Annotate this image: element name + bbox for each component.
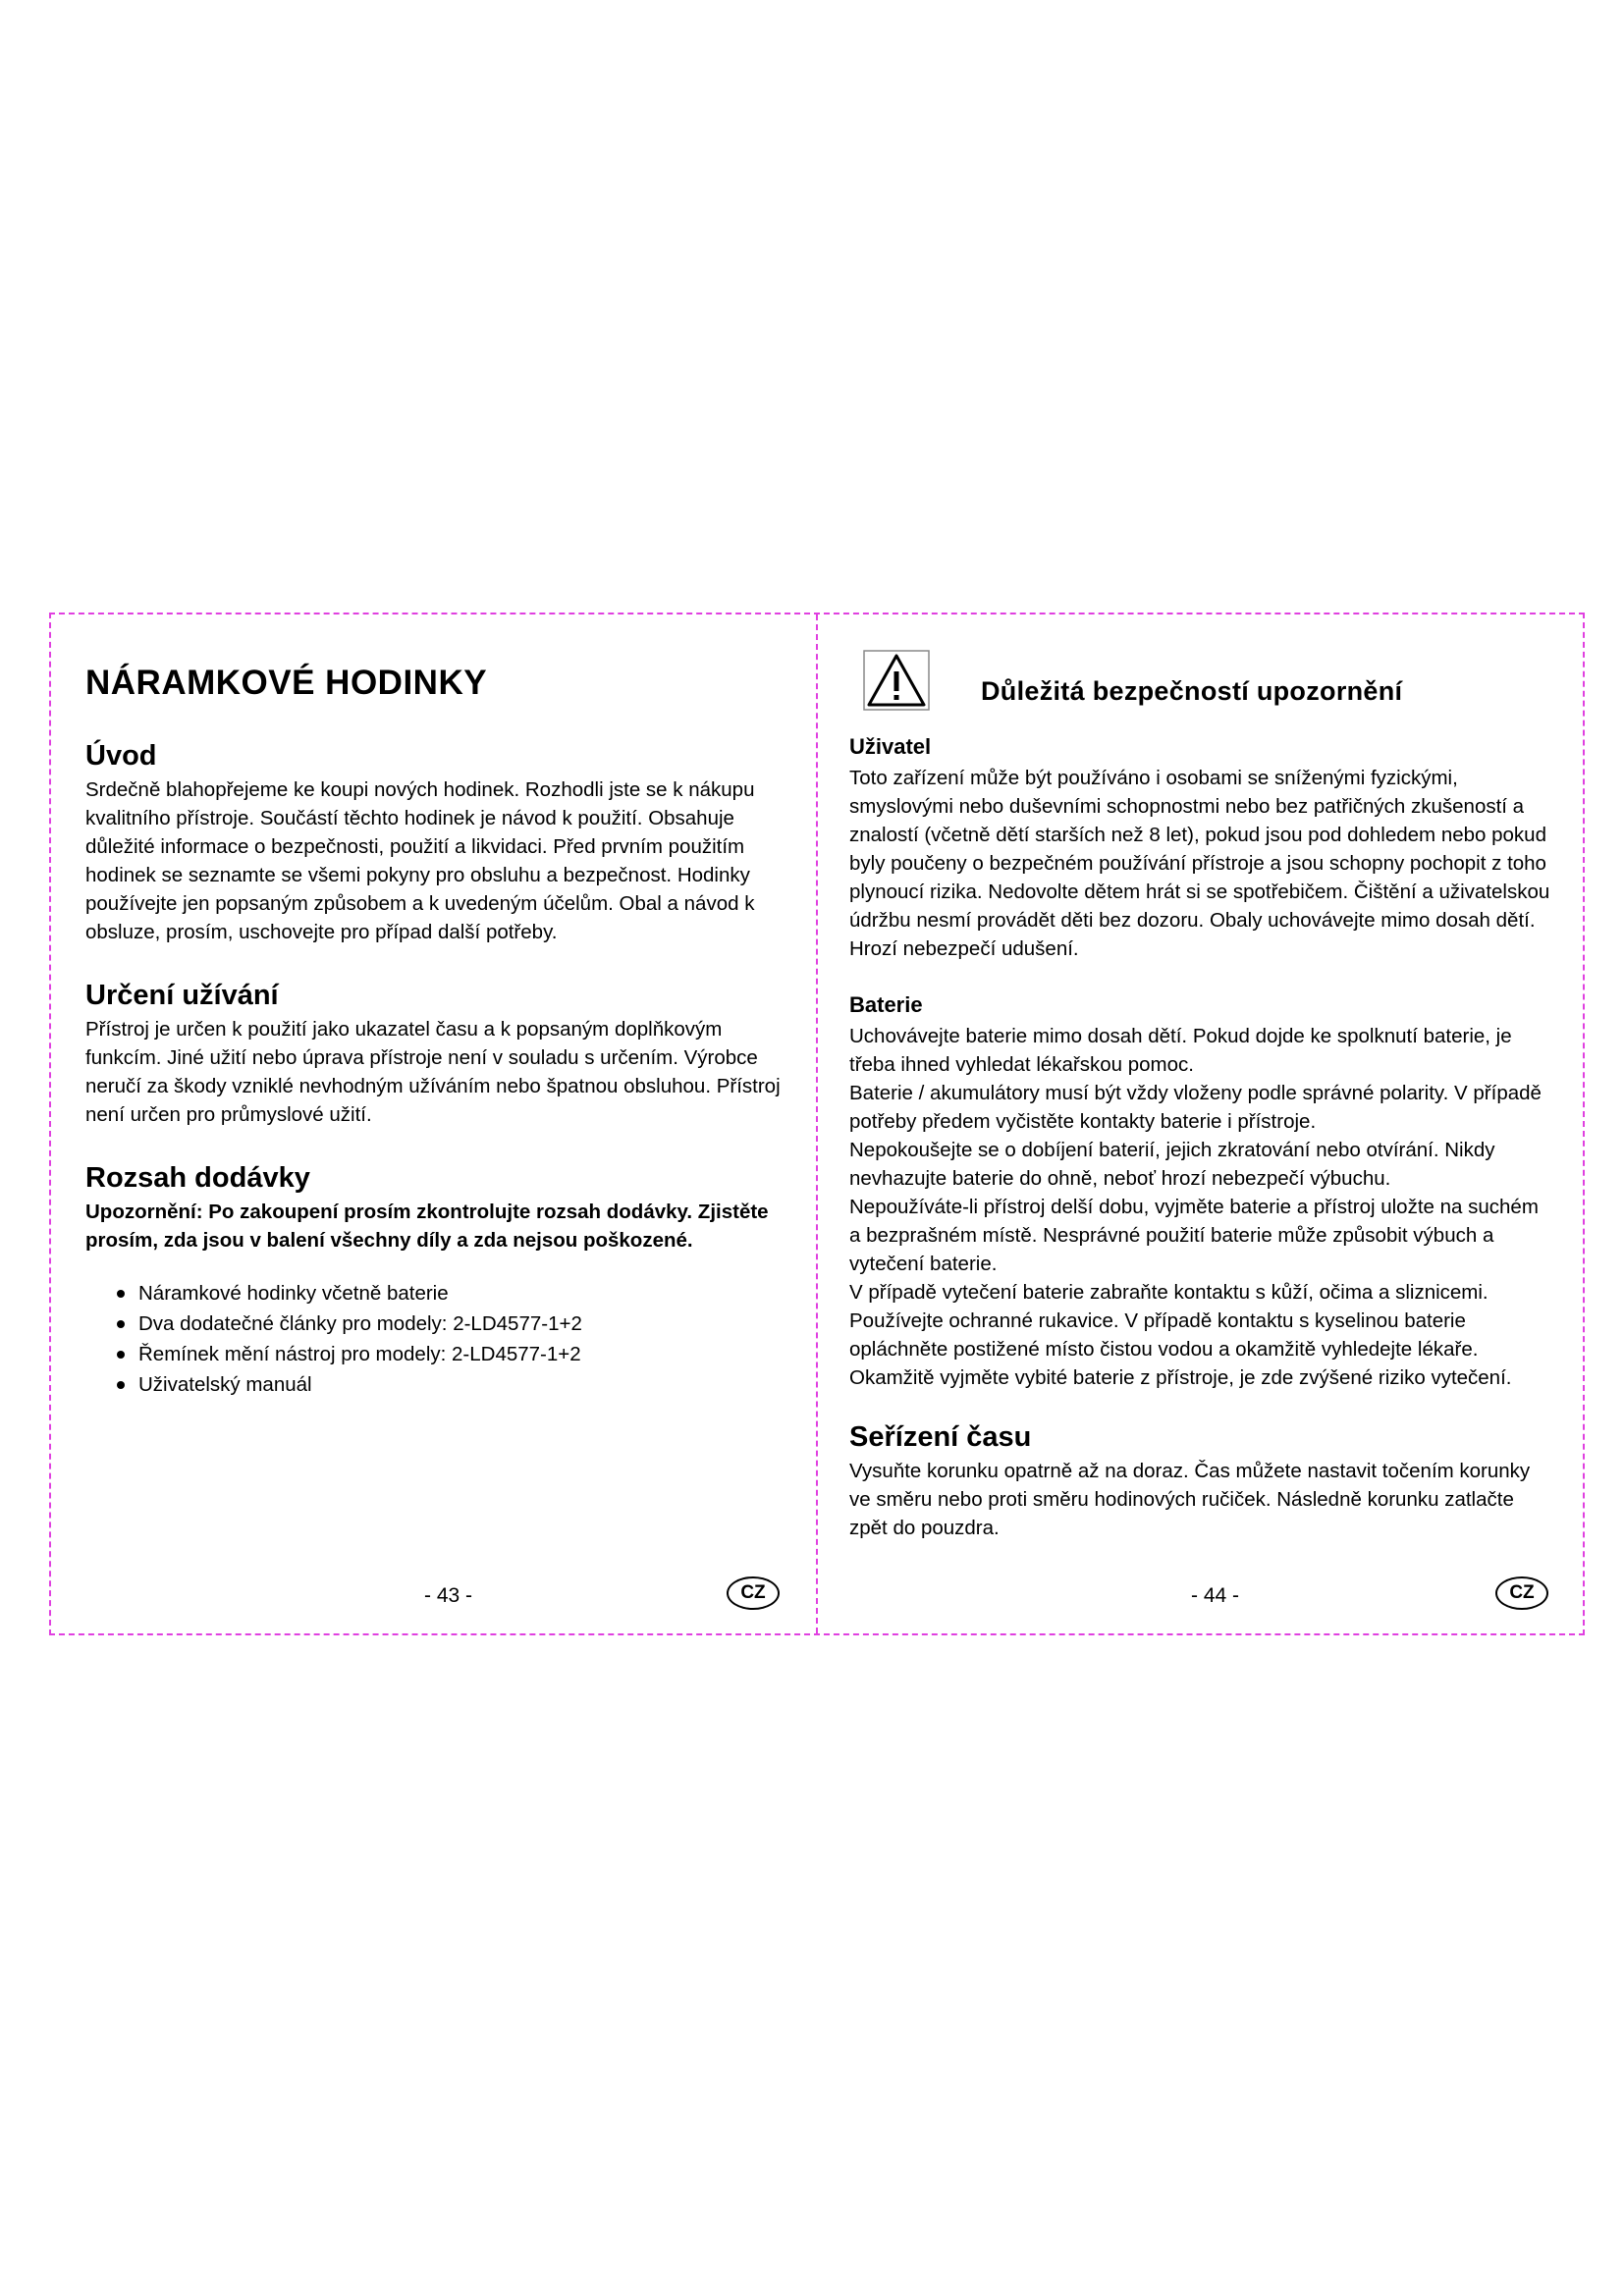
- page-44-content: [849, 644, 1552, 1572]
- list-item: [138, 1369, 790, 1400]
- list-item: [138, 1339, 790, 1369]
- section-intended-use: [85, 980, 790, 1129]
- country-badge: CZ: [727, 1576, 780, 1610]
- battery-line: Nepoužíváte-li přístroj delší dobu, vyjměte baterie a přístroj uložte na suchém a bezprašném místě. Nesprávné použití baterie může způsobit výbuch a vytečení baterie.: [849, 1196, 1539, 1275]
- delivery-notice: Upozornění: Po zakoupení prosím zkontrolujte rozsah dodávky. Zjistěte prosím, zda jsou v balení všechny díly a zda nejsou poškozené.: [85, 1201, 769, 1252]
- page-number: - 43 -: [424, 1584, 473, 1607]
- bullet-icon: [117, 1351, 125, 1359]
- list-item-text: Náramkové hodinky včetně baterie: [138, 1282, 449, 1305]
- section-heading-intro: Úvod: [85, 740, 157, 772]
- bullet-icon: [117, 1320, 125, 1328]
- document-title: NÁRAMKOVÉ HODINKY: [85, 664, 488, 702]
- section-intro: [85, 740, 790, 946]
- section-heading-time-setting: Seřízení času: [849, 1421, 1032, 1453]
- battery-line: V případě vytečení baterie zabraňte kontaktu s kůží, očima a sliznicemi. Používejte ochranné rukavice. V případě kontaktu s kyselinou baterie opláchněte postižené místo čistou vodou a okamžitě vyhledejte lékaře. Okamžitě vyjměte vybité baterie z přístroje, je zde zvýšené riziko vytečení.: [849, 1281, 1512, 1389]
- section-heading-intended-use: Určení užívání: [85, 980, 279, 1011]
- battery-line: Nepokoušejte se o dobíjení baterií, jejich zkratování nebo otvírání. Nikdy nevhazujte baterie do ohně, neboť hrozí nebezpečí výbuchu.: [849, 1139, 1495, 1190]
- section-delivery: [85, 1162, 790, 1400]
- section-heading-delivery: Rozsah dodávky: [85, 1162, 310, 1194]
- section-user: [849, 734, 1552, 963]
- warning-title: Důležitá bezpečností upozornění: [981, 675, 1403, 706]
- section-battery: [849, 992, 1552, 1392]
- section-text-intended-use: Přístroj je určen k použití jako ukazatel času a k popsaným doplňkovým funkcím. Jiné užití nebo úprava přístroje není v souladu s určením. Výrobce neručí za škody vzniklé nevhodným užíváním nebo špatnou obsluhou. Přístroj není určen pro průmyslové užití.: [85, 1018, 781, 1126]
- section-text-user: Toto zařízení může být používáno i osobami se sníženými fyzickými, smyslovými nebo duševními schopnostmi nebo bez patřičných zkušeností a znalostí (včetně dětí starších než 8 let), pokud jsou pod dohledem nebo pokud byly poučeny o bezpečném používání přístroje a jsou schopny pochopit z toho plynoucí rizika. Nedovolte dětem hrát si se spotřebičem. Čištění a uživatelskou údržbu nesmí provádět děti bez dozoru. Obaly uchovávejte mimo dosah dětí. Hrozí nebezpečí udušení.: [849, 767, 1550, 960]
- manual-spread: [49, 613, 1585, 1635]
- bullet-icon: [117, 1290, 125, 1298]
- list-item: [138, 1278, 790, 1308]
- section-heading-battery: Baterie: [849, 992, 923, 1017]
- section-time-setting: [849, 1421, 1552, 1542]
- warning-header: [849, 650, 1552, 711]
- delivery-list: [85, 1278, 790, 1400]
- country-badge: CZ: [1495, 1576, 1548, 1610]
- list-item: [138, 1308, 790, 1339]
- list-item-text: Dva dodatečné články pro modely: 2-LD4577-1+2: [138, 1312, 582, 1335]
- page-44: [818, 614, 1583, 1633]
- list-item-text: Uživatelský manuál: [138, 1373, 312, 1396]
- section-text-intro: Srdečně blahopřejeme ke koupi nových hodinek. Rozhodli jste se k nákupu kvalitního přístroje. Součástí těchto hodinek je návod k použití. Obsahuje důležité informace o bezpečnosti, použití a likvidaci. Před prvním použitím hodinek se seznamte se všemi pokyny pro obsluhu a bezpečnost. Hodinky používejte jen popsaným způsobem a k uvedeným účelům. Obal a návod k obsluze, prosím, uschovejte pro případ další potřeby.: [85, 778, 755, 943]
- list-item-text: Řemínek mění nástroj pro modely: 2-LD4577-1+2: [138, 1343, 581, 1365]
- warning-triangle-icon: [863, 650, 930, 711]
- section-text-time-setting: Vysuňte korunku opatrně až na doraz. Čas můžete nastavit točením korunky ve směru nebo proti směru hodinových ručiček. Následně korunku zatlačte zpět do pouzdra.: [849, 1460, 1531, 1539]
- section-heading-user: Uživatel: [849, 734, 932, 759]
- battery-line: Baterie / akumulátory musí být vždy vloženy podle správné polarity. V případě potřeby předem vyčistěte kontakty baterie i přístroje.: [849, 1082, 1542, 1133]
- page-number: - 44 -: [1191, 1584, 1240, 1607]
- bullet-icon: [117, 1381, 125, 1389]
- page-43: [51, 614, 818, 1633]
- battery-line: Uchovávejte baterie mimo dosah dětí. Pokud dojde ke spolknutí baterie, je třeba ihned vyhledat lékařskou pomoc.: [849, 1025, 1512, 1076]
- page-43-content: [85, 644, 790, 1433]
